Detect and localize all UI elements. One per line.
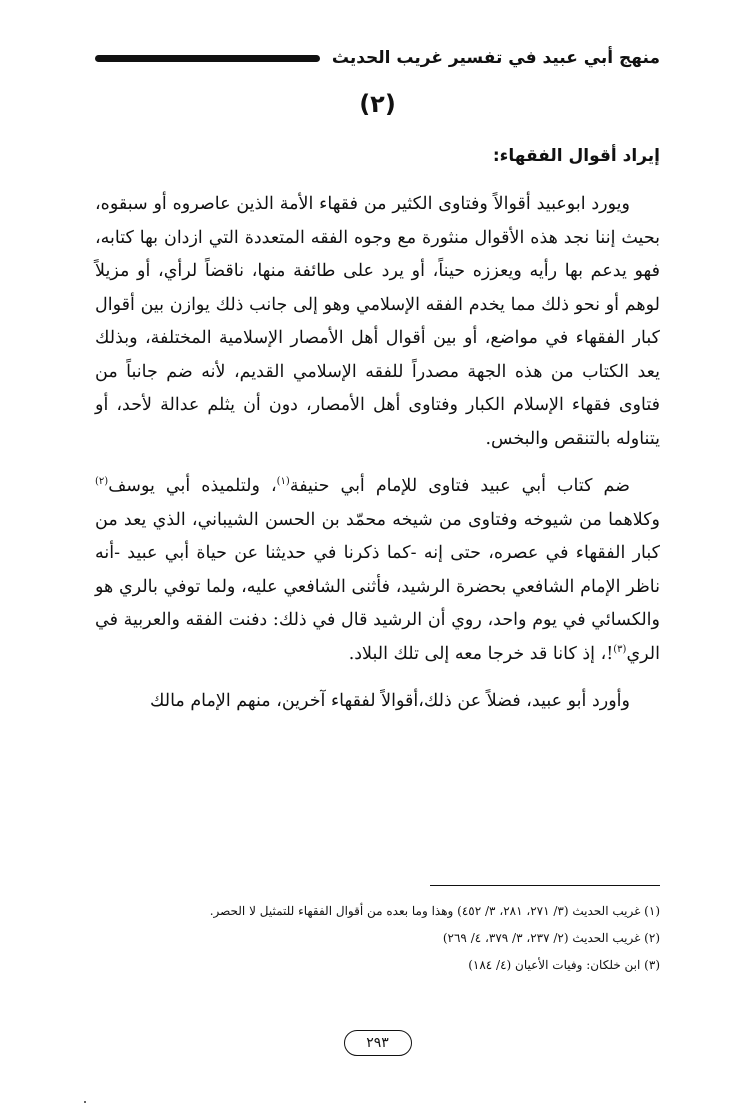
footnote-ref-2: (٢) xyxy=(95,476,109,488)
section-heading: إيراد أقوال الفقهاء: xyxy=(492,146,660,166)
paragraph-3: وأورد أبو عبيد، فضلاً عن ذلك،أقوالاً لفقهاء آخرين، منهم الإمام مالك xyxy=(149,691,630,711)
scan-speck xyxy=(84,1101,86,1103)
paragraph-2-part-1: ضم كتاب أبي عبيد فتاوى للإمام أبي حنيفة xyxy=(289,476,630,496)
running-header xyxy=(95,40,660,76)
paragraph-1: ويورد ابوعبيد أقوالاً وفتاوى الكثير من فقهاء الأمة الذين عاصروه أو سبقوه، بحيث إننا نجد هذه الأقوال منثورة مع وجوه الفقه المتعددة التي ازدان بها كتابه، فهو يدعم بها رأيه ويعززه حيناً، أو يرد على طائفة منها، ناقضاً لرأي، أو مزيلاً لوهم أو نحو ذلك مما يخدم الفقه الإسلامي وهو إلى جانب ذلك يوازن بين أقوال كبار الفقهاء في مواضع، أو بين أقوال أهل الأمصار الإسلامية المختلفة، وبذلك يعد الكتاب من هذه الجهة مصدراً للفقه الإسلامي القديم، لأنه ضم جانباً من فتاوى فقهاء الإسلام الكبار وفتاوى أهل الأمصار، دون أن يثلم عدالة لأحد، أو يتناوله بالتنقص والبخس. xyxy=(95,194,660,449)
page-number: ٢٩٣ xyxy=(344,1030,412,1056)
footnotes xyxy=(95,898,660,979)
section-number: (٢) xyxy=(359,90,396,118)
running-header-title: منهج أبي عبيد في تفسير غريب الحديث xyxy=(331,48,660,68)
paragraph-2-part-3: وكلاهما من شيوخه وفتاوى من شيخه محمّد بن الحسن الشيباني، الذي يعد من كبار الفقهاء في عصره، حتى إنه -كما ذكرنا في حديثنا عن حياة أبي عبيد -أنه ناظر الإمام الشافعي بحضرة الرشيد، فأثنى الشافعي عليه، ولما توفي بالري هو والكسائي في يوم واحد، روي أن الرشيد قال في ذلك: دفنت الفقه والعربية في الري xyxy=(95,509,660,664)
footnote-1: (١) غريب الحديث (٣/ ٢٧١، ٢٨١، ٣/ ٤٥٢) وهذا وما بعده من أقوال الفقهاء للتمثيل لا الحصر. xyxy=(209,904,660,918)
footnote-ref-1: (١) xyxy=(276,476,290,488)
paragraph-2-part-2: ، ولتلميذه أبي يوسف xyxy=(108,476,277,496)
footnote-ref-3: (٣) xyxy=(613,643,627,655)
footnote-3: (٣) ابن خلكان: وفيات الأعيان (٤/ ١٨٤) xyxy=(468,958,660,972)
footnote-2: (٢) غريب الحديث (٢/ ٢٣٧، ٣/ ٣٧٩، ٤/ ٢٦٩) xyxy=(442,931,660,945)
header-rule xyxy=(95,55,320,62)
footnote-separator xyxy=(430,885,660,886)
paragraph-2 xyxy=(95,470,660,671)
body-text xyxy=(95,188,660,733)
paragraph-2-part-4: !، إذ كانا قد خرجا معه إلى تلك البلاد. xyxy=(348,643,614,664)
